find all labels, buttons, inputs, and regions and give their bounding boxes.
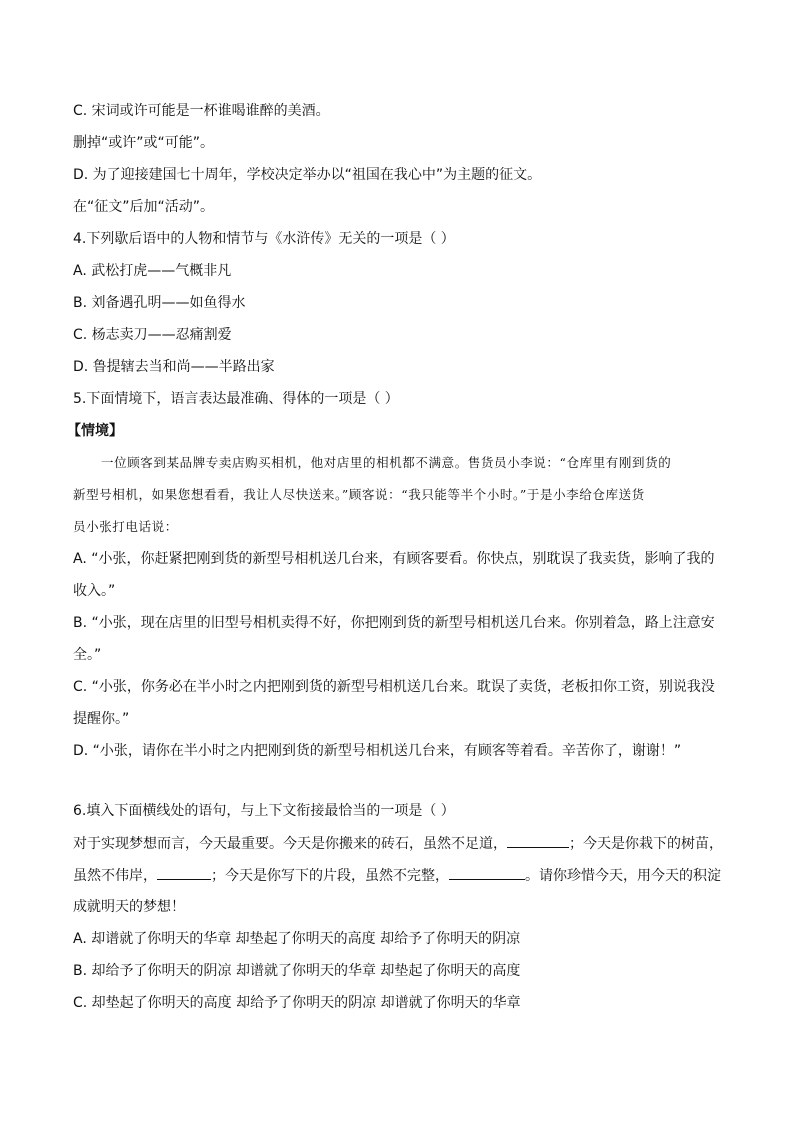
question-5-stem: 5.下面情境下，语言表达最准确、得体的一项是（ ） [73,391,399,407]
q6-passage-text: 。请你珍惜今天，用今天的积淀 [525,868,721,884]
q5-option-b-line-2: 全。” [73,647,102,663]
answer-d-q3: 在“征文”后加“活动”。 [73,199,215,215]
fill-blank-2[interactable] [157,865,211,880]
q4-option-c: C. 杨志卖刀——忍痛割爱 [73,327,232,343]
option-d-q3: D. 为了迎接建国七十周年，学校决定举办以“祖国在我心中”为主题的征文。 [73,167,542,183]
q4-option-a: A. 武松打虎——气概非凡 [73,263,232,279]
q5-option-c-line-1: C. “小张，你务必在半小时之内把刚到货的新型号相机送几台来。耽误了卖货，老板扣你工资，别说我没 [73,679,715,695]
q5-option-c-line-2: 提醒你。” [73,711,130,727]
answer-c-q3: 删掉“或许”或“可能”。 [73,135,215,151]
q6-passage-line-1 [73,833,722,854]
q6-option-b: B. 却给予了你明天的阴凉 却谱就了你明天的华章 却垫起了你明天的高度 [73,963,521,979]
q4-option-b: B. 刘备遇孔明——如鱼得水 [73,295,246,311]
q6-option-c: C. 却垫起了你明天的高度 却给予了你明天的阴凉 却谱就了你明天的华章 [73,995,521,1011]
fill-blank-3[interactable] [449,865,525,880]
scenario-heading: 【情境】 [67,423,123,439]
q6-option-a: A. 却谱就了你明天的华章 却垫起了你明天的高度 却给予了你明天的阴凉 [73,931,521,947]
q5-option-a-line-2: 收入。” [73,583,116,599]
fill-blank-1[interactable] [507,833,569,848]
q6-passage-text: ；今天是你栽下的树苗， [569,836,723,852]
q6-passage-line-2 [73,865,722,886]
q5-option-a-line-1: A. “小张，你赶紧把刚到货的新型号相机送几台来，有顾客要看。你快点，别耽误了我卖货，影响了我的 [73,551,715,567]
q5-option-b-line-1: B. “小张，现在店里的旧型号相机卖得不好，你把刚到货的新型号相机送几台来。你别着急，路上注意安 [73,615,715,631]
scenario-text-line-3: 员小张打电话说： [73,519,178,534]
question-6-stem: 6.填入下面横线处的语句，与上下文衔接最恰当的一项是（ ） [73,803,455,819]
q6-passage-text: 对于实现梦想而言，今天最重要。今天是你搬来的砖石，虽然不足道， [73,836,507,852]
scenario-text-line-1: 一位顾客到某品牌专卖店购买相机，他对店里的相机都不满意。售货员小李说：“仓库里有刚到货的 [101,455,672,470]
scenario-text-line-2: 新型号相机，如果您想看看，我让人尽快送来。”顾客说：“我只能等半个小时。”于是小李给仓库送货 [73,487,645,502]
q4-option-d: D. 鲁提辖去当和尚——半路出家 [73,359,275,375]
q6-passage-text: 虽然不伟岸， [73,868,157,884]
question-4-stem: 4.下列歇后语中的人物和情节与《水浒传》无关的一项是（ ） [73,231,455,247]
option-c-q3: C. 宋词或许可能是一杯谁喝谁醉的美酒。 [73,103,330,119]
q6-passage-text: ；今天是你写下的片段，虽然不完整， [211,868,449,884]
q6-passage-line-3: 成就明天的梦想！ [73,899,185,915]
q5-option-d: D. “小张，请你在半小时之内把刚到货的新型号相机送几台来，有顾客等着看。辛苦你了，谢谢！” [73,743,682,759]
